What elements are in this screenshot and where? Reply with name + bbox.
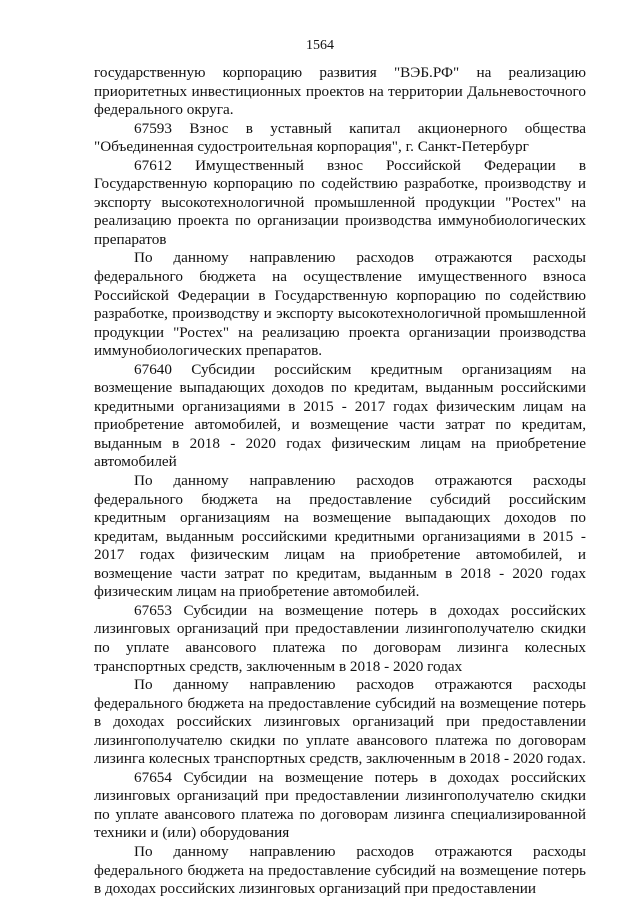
paragraph-67612-description: По данному направлению расходов отражаются расходы федерального бюджета на осуществление имущественного взноса Российской Федерации в Государственную корпорацию по содействию разработке, производству и экспорту высокотехнологичной промышленной продукции "Ростех" на реализацию проекта организации производства иммунобиологических препаратов. — [94, 249, 586, 360]
paragraph-67653: 67653 Субсидии на возмещение потерь в доходах российских лизинговых организаций при предоставлении лизингополучателю скидки по уплате авансового платежа по договорам лизинга колесных транспортных средств, заключенным в 2018 - 2020 годах — [94, 601, 586, 675]
paragraph-67593: 67593 Взнос в уставный капитал акционерного общества "Объединенная судостроительная корпорация", г. Санкт-Петербург — [94, 119, 586, 156]
paragraph-67654: 67654 Субсидии на возмещение потерь в доходах российских лизинговых организаций при предоставлении лизингополучателю скидки по уплате авансового платежа по договорам лизинга специализированной техники и (или) оборудования — [94, 768, 586, 842]
paragraph-67654-description: По данному направлению расходов отражаются расходы федерального бюджета на предоставление субсидий на возмещение потерь в доходах российских лизинговых организаций при предоставлении — [94, 842, 586, 898]
paragraph-67612: 67612 Имущественный взнос Российской Федерации в Государственную корпорацию по содействию разработке, производству и экспорту высокотехнологичной промышленной продукции "Ростех" на реализацию проекта по организации производства иммунобиологических препаратов — [94, 156, 586, 248]
page-number: 1564 — [306, 38, 334, 53]
paragraph-continuation: государственную корпорацию развития "ВЭБ.РФ" на реализацию приоритетных инвестиционных проектов на территории Дальневосточного федерального округа. — [94, 64, 586, 119]
paragraph-67640-description: По данному направлению расходов отражаются расходы федерального бюджета на предоставление субсидий российским кредитным организациям на возмещение выпадающих доходов по кредитам, выданным российскими кредитными организациями в 2015 - 2017 годах физическим лицам на приобретение автомобилей, и возмещение части затрат по кредитам, выданным в 2018 - 2020 годах физическим лицам на приобретение автомобилей. — [94, 472, 586, 601]
paragraph-67640: 67640 Субсидии российским кредитным организациям на возмещение выпадающих доходов по кредитам, выданным российскими кредитными организациями в 2015 - 2017 годах физическим лицам на приобретение автомобилей, и возмещение части затрат по кредитам, выданным в 2018 - 2020 годах физическим лицам на приобретение автомобилей — [94, 360, 586, 471]
document-body — [94, 64, 586, 899]
paragraph-67653-description: По данному направлению расходов отражаются расходы федерального бюджета на предоставление субсидий на возмещение потерь в доходах российских лизинговых организаций при предоставлении лизингополучателю скидки по уплате авансового платежа по договорам лизинга колесных транспортных средств, заключенным в 2018 - 2020 годах. — [94, 676, 586, 768]
